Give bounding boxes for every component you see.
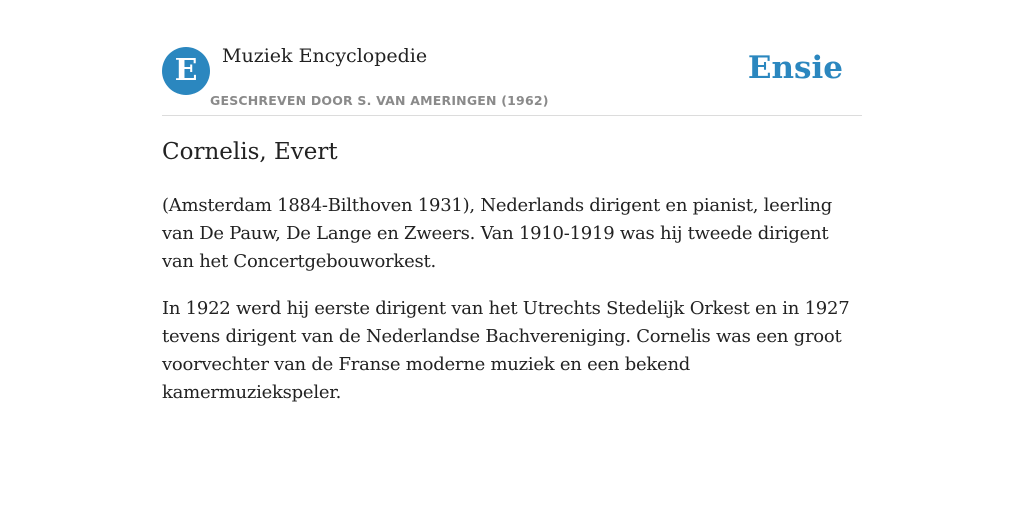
- header: [162, 0, 862, 116]
- encyclopedia-title-link[interactable]: Muziek Encyclopedie: [222, 45, 428, 67]
- ensie-brand-link[interactable]: Ensie: [747, 50, 843, 86]
- encyclopedia-logo-icon[interactable]: E: [162, 47, 210, 95]
- entry-title: Cornelis, Evert: [162, 139, 338, 165]
- entry-paragraph: (Amsterdam 1884-Bilthoven 1931), Nederlands dirigent en pianist, leerling van De Pauw, De Lange en Zweers. Van 1910-1919 was hij tweede dirigent van het Concertgebouworkest.: [162, 195, 832, 272]
- author-line: GESCHREVEN DOOR S. VAN AMERINGEN (1962): [210, 93, 549, 108]
- entry-paragraph: In 1922 werd hij eerste dirigent van het Utrechts Stedelijk Orkest en in 1927 tevens dirigent van de Nederlandse Bachvereniging. Cornelis was een groot voorvechter van de Franse moderne muziek en een bekend kamermuziekspeler.: [162, 298, 850, 403]
- entry-body: [162, 192, 862, 426]
- page: [162, 0, 862, 512]
